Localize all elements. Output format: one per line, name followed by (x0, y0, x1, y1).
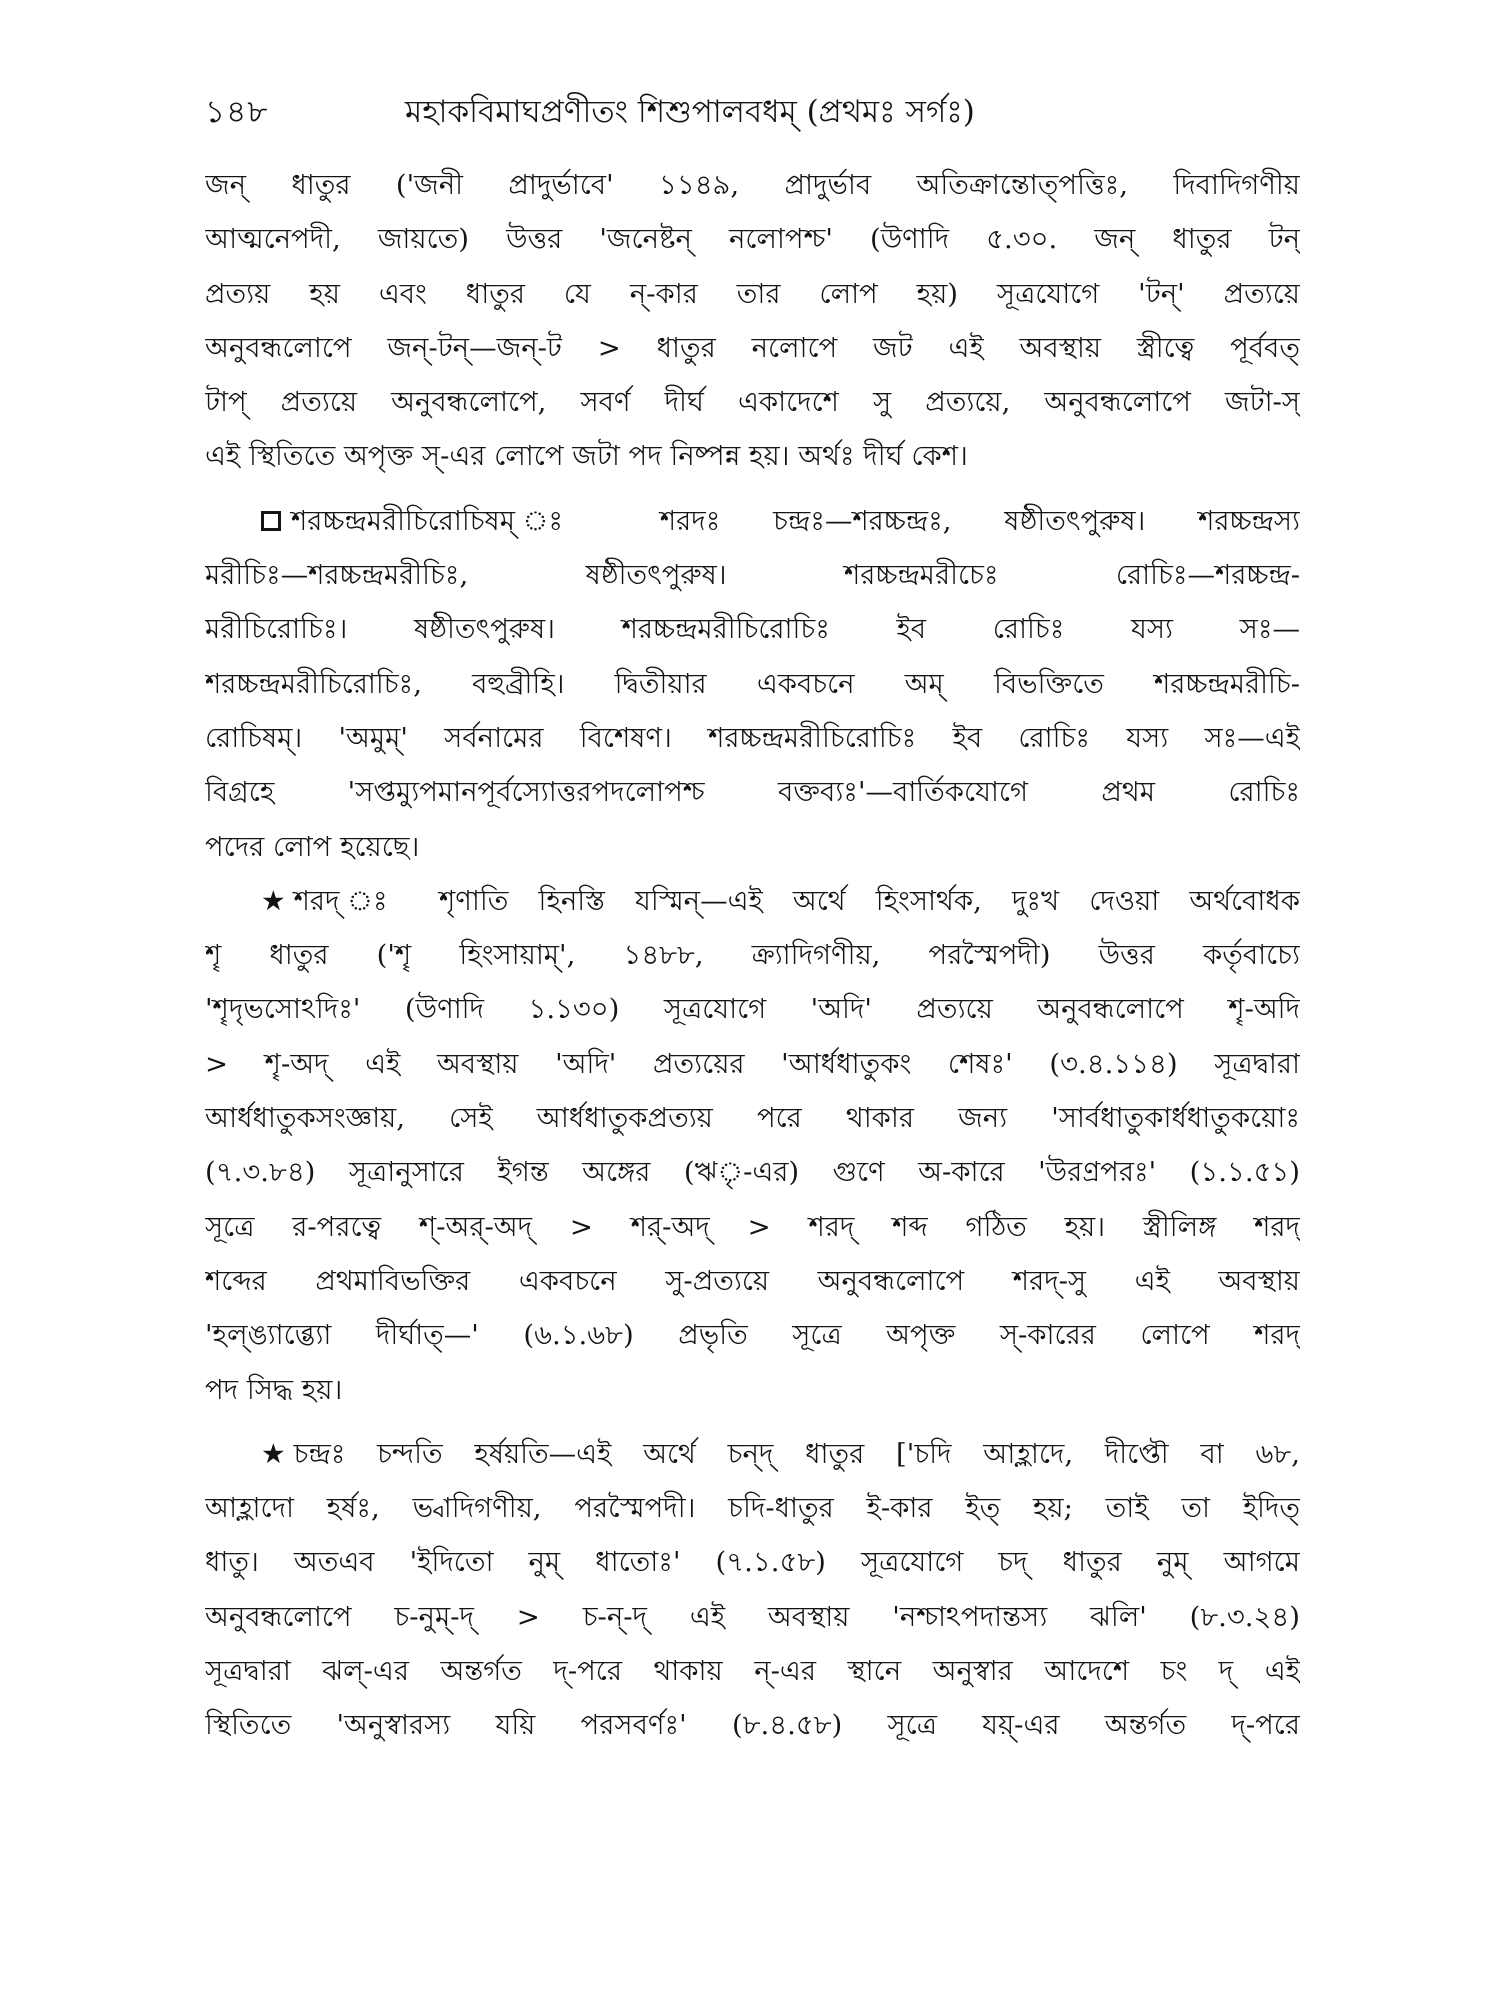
text-line (205, 1590, 1300, 1644)
text-line (205, 212, 1300, 266)
paragraph-gap (205, 1417, 1300, 1427)
text-line (205, 982, 1300, 1036)
text-line (205, 1698, 1300, 1752)
line-text: মরীচিরোচিঃ। ষষ্ঠীতৎপুরুষ। শরচ্চন্দ্রমরীচিরোচিঃ ইব রোচিঃ যস্য সঃ— (205, 613, 1300, 646)
text-line (205, 1535, 1300, 1589)
text-line (205, 1254, 1300, 1308)
line-text: (৭.৩.৮৪) সূত্রানুসারে ইগন্ত অঙ্গের (ঋৃ-এর) গুণে অ-কারে 'উরণ্রপরঃ' (১.১.৫১) (205, 1156, 1300, 1189)
line-text: মরীচিঃ—শরচ্চন্দ্রমরীচিঃ, ষষ্ঠীতৎপুরুষ। শরচ্চন্দ্রমরীচেঃ রোচিঃ—শরচ্চন্দ্র- (205, 559, 1300, 592)
text-line (205, 158, 1300, 212)
line-text: এই স্থিতিতে অপৃক্ত স্-এর লোপে জটা পদ নিষ্পন্ন হয়। অর্থঃ দীর্ঘ কেশ। (205, 440, 968, 473)
text-line (205, 928, 1300, 982)
line-text: শরদ্ ঃ শৃণাতি হিনস্তি যস্মিন্—এই অর্থে হিংসার্থক, দুঃখ দেওয়া অর্থবোধক (293, 884, 1300, 917)
line-text: চন্দ্রঃ চন্দতি হর্ষয়তি—এই অর্থে চন্দ্ ধাতুর ['চদি আহ্লাদে, দীপ্তৌ বা ৬৮, (293, 1437, 1300, 1470)
text-line (205, 711, 1300, 765)
star-bullet-icon: ★ (261, 1437, 286, 1470)
text-line (205, 1037, 1300, 1091)
paragraph-4 (205, 1427, 1300, 1753)
text-line (205, 820, 1300, 874)
line-text: > শৄ-অদ্ এই অবস্থায় 'অদি' প্রত্যয়ের 'আর্ধধাতুকং শেষঃ' (৩.৪.১১৪) সূত্রদ্বারা (205, 1047, 1300, 1080)
page-header (205, 82, 1325, 142)
line-text: শৄ ধাতুর ('শৄ হিংসায়াম্', ১৪৮৮, ক্র্যাদিগণীয়, পরস্মৈপদী) উত্তর কর্তৃবাচ্যে (205, 939, 1300, 972)
line-text: শব্দের প্রথমাবিভক্তির একবচনে সু-প্রত্যয়ে অনুবন্ধলোপে শরদ্-সু এই অবস্থায় (205, 1264, 1300, 1297)
line-text: শরচ্চন্দ্রমরীচিরোচিষম্ ঃ শরদঃ চন্দ্রঃ—শরচ্চন্দ্রঃ, ষষ্ঠীতৎপুরুষ। শরচ্চন্দ্রস্য (291, 504, 1300, 537)
text-line (205, 375, 1300, 429)
line-text: সূত্রদ্বারা ঝল্-এর অন্তর্গত দ্-পরে থাকায় ন্-এর স্থানে অনুস্বার আদেশে চং দ্ এই (205, 1655, 1300, 1688)
text-line (205, 1644, 1300, 1698)
text-line (205, 1145, 1300, 1199)
line-text: শরচ্চন্দ্রমরীচিরোচিঃ, বহুব্রীহি। দ্বিতীয়ার একবচনে অম্ বিভক্তিতে শরচ্চন্দ্রমরীচি- (205, 667, 1300, 700)
paragraph-2 (205, 494, 1300, 874)
text-line (205, 765, 1300, 819)
text-line (205, 494, 1300, 548)
text-line (205, 1091, 1300, 1145)
line-text: স্থিতিতে 'অনুস্বারস্য যয়ি পরসবর্ণঃ' (৮.৪.৫৮) সূত্রে যয়্-এর অন্তর্গত দ্-পরে (205, 1709, 1300, 1742)
text-line (205, 1308, 1300, 1362)
text-line (205, 1200, 1300, 1254)
text-line (205, 1481, 1300, 1535)
running-title: মহাকবিমাঘপ্রণীতং শিশুপালবধম্ (প্রথমঃ সর্গঃ) (405, 94, 975, 130)
paragraph-3 (205, 874, 1300, 1417)
line-text: বিগ্রহে 'সপ্তম্যুপমানপূর্বস্যোত্তরপদলোপশ্চ বক্তব্যঃ'—বার্তিকযোগে প্রথম রোচিঃ (205, 776, 1300, 809)
star-bullet-icon: ★ (261, 884, 286, 917)
line-text: আত্মনেপদী, জায়তে) উত্তর 'জনেষ্টন্ নলোপশ্চ' (উণাদি ৫.৩০. জন্ ধাতুর টন্ (205, 223, 1300, 256)
line-text: জন্ ধাতুর ('জনী প্রাদুর্ভাবে' ১১৪৯, প্রাদুর্ভাব অতিক্রান্তোত্পত্তিঃ, দিবাদিগণীয় (205, 169, 1300, 201)
line-text: পদের লোপ হয়েছে। (205, 830, 420, 863)
line-text: ধাতু। অতএব 'ইদিতো নুম্ ধাতোঃ' (৭.১.৫৮) সূত্রযোগে চদ্ ধাতুর নুম্ আগমে (205, 1546, 1300, 1579)
text-line (205, 321, 1300, 375)
line-text: আহ্লাদো হর্ষঃ, ভ্বাদিগণীয়, পরস্মৈপদী। চদি-ধাতুর ই-কার ইত্ হয়; তাই তা ইদিত্ (205, 1492, 1300, 1525)
text-line (205, 1427, 1300, 1481)
line-text: প্রত্যয় হয় এবং ধাতুর যে ন্-কার তার লোপ হয়) সূত্রযোগে 'টন্' প্রত্যয়ে (205, 277, 1300, 310)
text-line (205, 874, 1300, 928)
line-text: সূত্রে র-পরত্বে শ্-অর্-অদ্ > শর্-অদ্ > শরদ্ শব্দ গঠিত হয়। স্ত্রীলিঙ্গ শরদ্ (205, 1210, 1300, 1243)
text-line (205, 267, 1300, 321)
paragraph-gap (205, 484, 1300, 494)
line-text: আর্ধধাতুকসংজ্ঞায়, সেই আর্ধধাতুকপ্রত্যয় পরে থাকার জন্য 'সার্বধাতুকার্ধধাতুকয়োঃ (205, 1102, 1300, 1135)
line-text: 'হল্ঙ্যাব্ভ্যো দীর্ঘাত্—' (৬.১.৬৮) প্রভৃতি সূত্রে অপৃক্ত স্-কারের লোপে শরদ্ (205, 1319, 1300, 1352)
line-text: অনুবন্ধলোপে জন্-টন্—জন্-ট > ধাতুর নলোপে জট এই অবস্থায় স্ত্রীত্বে পূর্ববত্ (205, 331, 1300, 364)
text-line (205, 657, 1300, 711)
line-text: অনুবন্ধলোপে চ-নুম্-দ্ > চ-ন্-দ্ এই অবস্থায় 'নশ্চাঽপদান্তস্য ঝলি' (৮.৩.২৪) (205, 1600, 1300, 1633)
text-line (205, 429, 1300, 483)
line-text: রোচিষম্। 'অমুম্' সর্বনামের বিশেষণ। শরচ্চন্দ্রমরীচিরোচিঃ ইব রোচিঃ যস্য সঃ—এই (205, 721, 1300, 754)
line-text: টাপ্ প্রত্যয়ে অনুবন্ধলোপে, সবর্ণ দীর্ঘ একাদেশে সু প্রত্যয়ে, অনুবন্ধলোপে জটা-স্ (205, 386, 1300, 419)
body-text (205, 158, 1300, 1753)
line-text: 'শৄদৃভসোঽদিঃ' (উণাদি ১.১৩০) সূত্রযোগে 'অদি' প্রত্যয়ে অনুবন্ধলোপে শৄ-অদি (205, 993, 1300, 1026)
page-number: ১৪৮ (205, 94, 269, 130)
text-line (205, 602, 1300, 656)
line-text: পদ সিদ্ধ হয়। (205, 1373, 343, 1406)
box-bullet-icon (261, 511, 281, 531)
text-line (205, 548, 1300, 602)
text-line (205, 1363, 1300, 1417)
paragraph-1 (205, 158, 1300, 484)
